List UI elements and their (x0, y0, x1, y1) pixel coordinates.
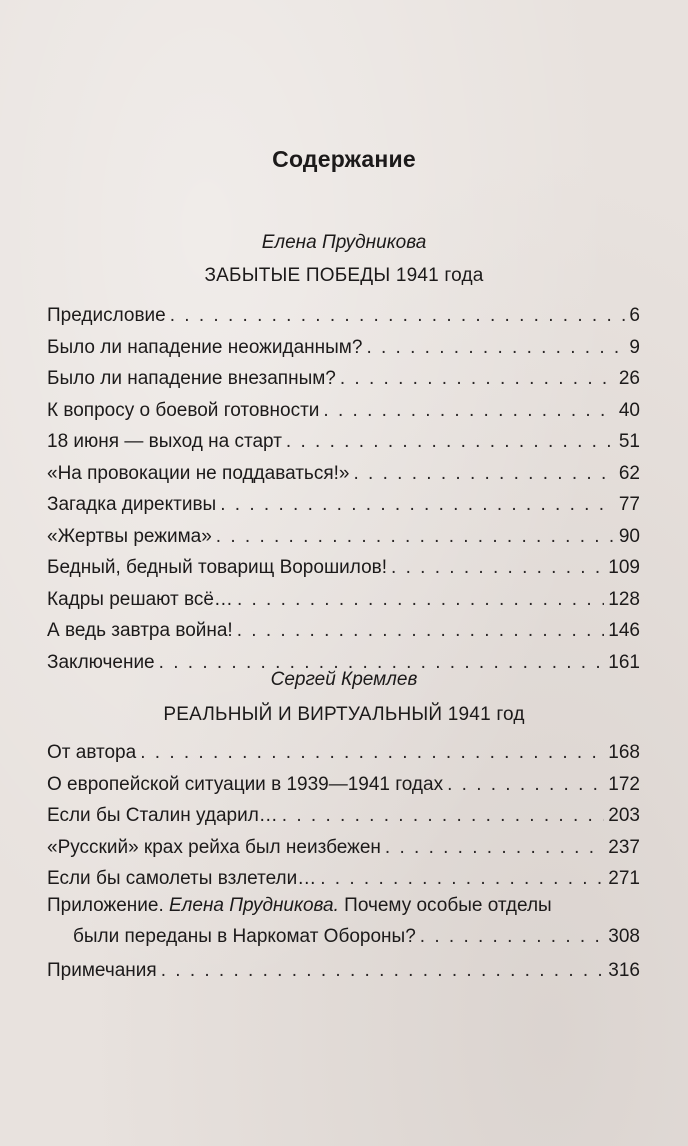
toc-entry[interactable] (47, 337, 640, 369)
dot-leader (420, 926, 605, 948)
toc-entry-label: От автора (47, 742, 137, 763)
toc-entry-label: Если бы Сталин ударил… (47, 805, 278, 826)
toc-entry-label: Заключение (47, 651, 155, 673)
dot-leader (216, 526, 615, 548)
toc-entry-label: Загадка директивы (47, 494, 217, 515)
dot-leader (140, 742, 604, 764)
toc-entry-page: 146 (608, 620, 640, 641)
toc-entry[interactable] (47, 494, 640, 526)
dot-leader (353, 463, 614, 485)
toc-entry[interactable] (47, 368, 640, 400)
toc-entry[interactable] (47, 774, 640, 806)
toc-entry-page: 161 (608, 651, 640, 673)
section-1-toc (47, 305, 640, 683)
dot-leader (366, 337, 625, 359)
section-2-author: Сергей Кремлев (270, 669, 418, 690)
toc-entry[interactable] (47, 305, 640, 337)
toc-entry[interactable] (47, 837, 640, 869)
notes-entry[interactable] (47, 960, 640, 992)
toc-entry[interactable] (47, 431, 640, 463)
toc-entry-page: 172 (608, 773, 640, 795)
appendix-title-line-1: Почему особые отделы (344, 895, 552, 916)
toc-entry-page: 62 (618, 462, 640, 484)
toc-entry-label: 18 июня — выход на старт (47, 431, 282, 452)
dot-leader (237, 589, 604, 611)
toc-entry-label: Если бы самолеты взлетели… (47, 868, 317, 889)
toc-entry[interactable] (47, 589, 640, 621)
toc-entry-label: Предисловие (47, 305, 166, 326)
dot-leader (220, 494, 615, 516)
toc-entry[interactable] (47, 742, 640, 774)
toc-entry-label: Было ли нападение неожиданным? (47, 336, 363, 358)
toc-entry-page: 203 (608, 805, 640, 826)
appendix-prefix: Приложение. (47, 895, 164, 916)
toc-entry[interactable] (47, 400, 640, 432)
toc-entry-page: 237 (608, 836, 640, 858)
dot-leader (170, 305, 626, 327)
dot-leader (447, 774, 604, 796)
notes-label: Примечания (47, 960, 157, 981)
section-1-title: ЗАБЫТЫЕ ПОБЕДЫ 1941 года (204, 265, 484, 286)
toc-entry-label: Бедный, бедный товарищ Ворошилов! (47, 557, 388, 578)
appendix-entry[interactable] (47, 895, 640, 958)
dot-leader (320, 868, 604, 890)
section-2-toc (47, 742, 640, 900)
dot-leader (385, 837, 604, 859)
dot-leader (323, 400, 614, 422)
toc-entry[interactable] (47, 805, 640, 837)
toc-entry-page: 9 (629, 336, 640, 358)
dot-leader (237, 620, 605, 642)
toc-entry-page: 77 (618, 494, 640, 515)
dot-leader (340, 368, 615, 390)
toc-entry-page: 128 (608, 588, 640, 610)
toc-entry-page: 168 (608, 742, 640, 763)
contents-heading: Содержание (272, 146, 416, 172)
appendix-title-line-2: были переданы в Наркомат Обороны? (73, 926, 416, 947)
appendix-line-2 (47, 926, 640, 958)
toc-entry-page: 40 (618, 399, 640, 421)
appendix-page: 308 (608, 926, 640, 947)
dot-leader (286, 431, 615, 453)
toc-entry-label: Было ли нападение внезапным? (47, 368, 336, 389)
toc-entry-label: Кадры решают всё… (47, 588, 233, 610)
dot-leader (161, 960, 605, 982)
toc-entry-label: «Жертвы режима» (47, 525, 212, 547)
toc-entry-page: 6 (629, 305, 640, 326)
dot-leader (282, 805, 605, 827)
appendix-line-1 (47, 895, 640, 926)
toc-entry[interactable] (47, 620, 640, 652)
section-2-title: РЕАЛЬНЫЙ И ВИРТУАЛЬНЫЙ 1941 год (163, 704, 525, 725)
toc-entry-label: О европейской ситуации в 1939—1941 годах (47, 773, 444, 795)
toc-entry-label: «На провокации не поддаваться!» (47, 462, 350, 484)
toc-entry-label: А ведь завтра война! (47, 620, 233, 641)
toc-entry-label: К вопросу о боевой готовности (47, 399, 320, 421)
toc-entry[interactable] (47, 526, 640, 558)
toc-entry[interactable] (47, 557, 640, 589)
section-1-author: Елена Прудникова (261, 232, 427, 253)
toc-entry-page: 90 (618, 525, 640, 547)
toc-entry-page: 51 (618, 431, 640, 452)
toc-entry[interactable] (47, 463, 640, 495)
toc-entry-page: 271 (608, 868, 640, 889)
notes-page: 316 (608, 960, 640, 981)
dot-leader (391, 557, 604, 579)
toc-entry-page: 26 (618, 368, 640, 389)
toc-entry-label: «Русский» крах рейха был неизбежен (47, 836, 381, 858)
notes-entry-wrapper (47, 960, 640, 992)
toc-entry-page: 109 (608, 557, 640, 578)
appendix-author: Елена Прудникова. (169, 895, 339, 916)
